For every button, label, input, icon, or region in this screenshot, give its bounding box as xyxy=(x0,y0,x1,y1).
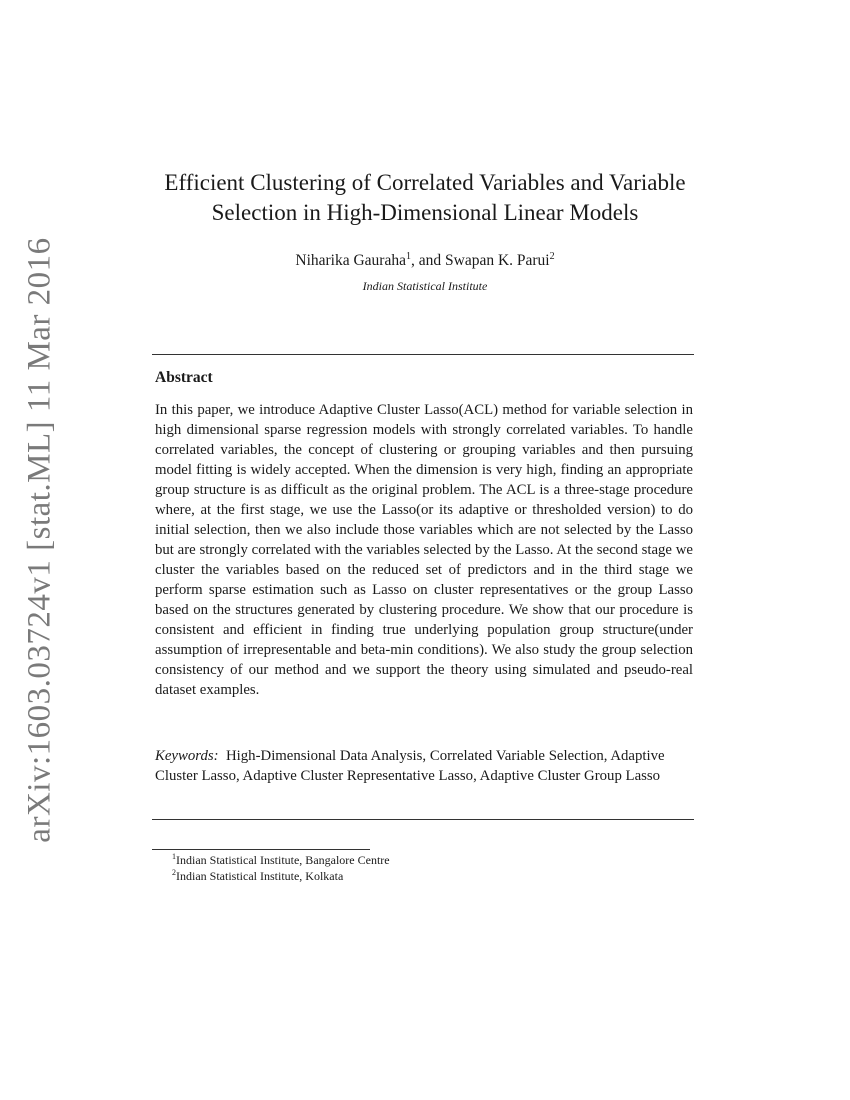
footnote-mark: 2 xyxy=(172,868,176,877)
abstract-top-rule xyxy=(152,354,694,355)
paper-title: Efficient Clustering of Correlated Variables and Variable Selection in High-Dimensional Linear Models xyxy=(164,170,686,225)
footnotes xyxy=(172,852,390,884)
abstract-bottom-rule xyxy=(152,819,694,820)
author-affiliation-mark: 2 xyxy=(549,250,555,262)
keywords-text: High-Dimensional Data Analysis, Correlated Variable Selection, Adaptive Cluster Lasso, Adaptive Cluster Representative Lasso, Adaptive Cluster Group Lasso xyxy=(155,748,665,784)
author-joiner: , and xyxy=(410,252,445,269)
keywords xyxy=(155,746,695,786)
arxiv-identifier-stamp: arXiv:1603.03724v1 [stat.ML] 11 Mar 2016 xyxy=(21,237,58,843)
keywords-label: Keywords: xyxy=(155,748,219,764)
author-name: Swapan K. Parui xyxy=(445,252,550,269)
footnote-text: Indian Statistical Institute, Bangalore Centre xyxy=(176,853,390,867)
footnote-mark: 1 xyxy=(172,852,176,861)
footnote-rule xyxy=(152,849,370,850)
abstract-text: In this paper, we introduce Adaptive Cluster Lasso(ACL) method for variable selection in high dimensional sparse regression models with strongly correlated variables. To handle correlated variables, the concept of clustering or grouping variables and then pursuing model fitting is widely accepted. When the dimension is very high, finding an appropriate group structure is as difficult as the original problem. The ACL is a three-stage procedure where, at the first stage, we use the Lasso(or its adaptive or thresholded version) to do initial selection, then we also include those variables which are not selected by the Lasso but are strongly correlated with the variables selected by the Lasso. At the second stage we cluster the variables based on the reduced set of predictors and in the third stage we perform sparse estimation such as Lasso on cluster representatives or the group Lasso based on the structures generated by clustering procedure. We show that our procedure is consistent and efficient in finding true underlying population group structure(under assumption of irrepresentable and beta-min conditions). We also study the group selection consistency of our method and we support the theory using simulated and pseudo-real dataset examples. xyxy=(155,402,693,698)
footnote xyxy=(172,852,390,868)
footnote-text: Indian Statistical Institute, Kolkata xyxy=(176,869,344,883)
author-name: Niharika Gauraha xyxy=(295,252,406,269)
author-affiliation-mark: 1 xyxy=(405,250,411,262)
author-list xyxy=(150,252,700,270)
footnote xyxy=(172,868,390,884)
affiliation: Indian Statistical Institute xyxy=(362,279,488,293)
abstract-heading: Abstract xyxy=(155,369,213,386)
